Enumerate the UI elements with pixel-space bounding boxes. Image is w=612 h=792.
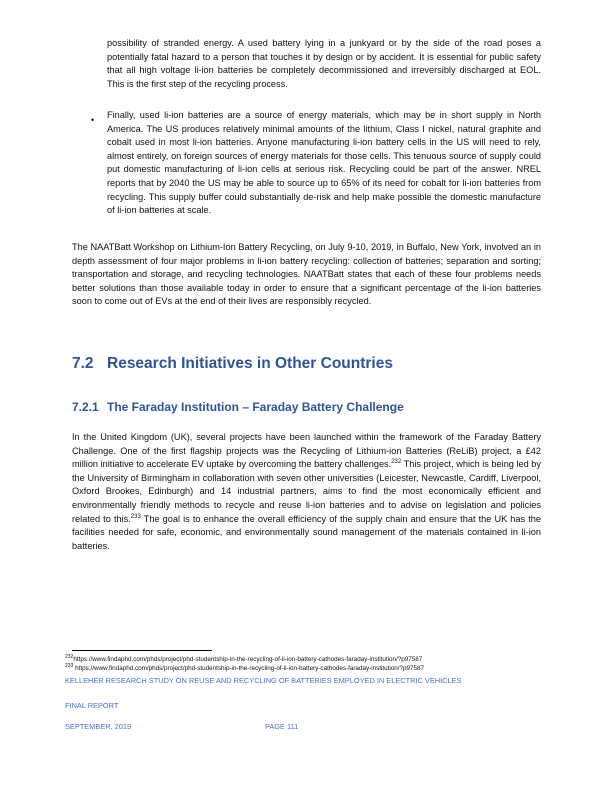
paragraph-stranded-energy: possibility of stranded energy. A used battery lying in a junkyard or by the side of the road poses a potentially fatal hazard to a person that touches it by design or by accident. It is essential for public safety that all high voltage li-ion batteries be completely decommissioned and irreversibly discharged at EOL. This is the first step of the recycling process. <box>107 38 541 89</box>
faraday-text-part1: In the United Kingdom (UK), several projects have been launched within the framework of the Faraday Battery Challenge. One of the first flagship projects was the Recycling of Lithium-ion Batteries (ReLiB) project, a £42 million initiative to accelerate EV uptake by overcoming the battery challenges. <box>72 432 541 470</box>
footnote-link[interactable]: https://www.findaphd.com/phds/project/phd-studentship-in-the-recycling-of-li-ion-battery-cathodes-faraday-institution/?p97587 <box>73 665 425 672</box>
footnote-link[interactable]: https://www.findaphd.com/phds/project/phd-studentship-in-the-recycling-of-li-ion-battery-cathodes-faraday-institution/?p97587 <box>73 656 423 663</box>
footnote-233 <box>65 662 425 673</box>
faraday-text-part2: This project, which is being led by the University of Birmingham in collaboration with seven other universities (Leicester, Newcastle, Cardiff, Liverpool, Oxford Brookes, Edinburgh) and 14 industrial partners, aims to find the most economically efficient and environmentally friendly methods to recycle and reuse li-ion batteries and to advise on legislation and policies related to this. <box>72 459 541 524</box>
footnote-number: 233 <box>65 662 74 669</box>
section-number: 7.2 <box>72 355 94 372</box>
footer-page-number: PAGE 111 <box>265 722 299 731</box>
section-title: Research Initiatives in Other Countries <box>107 355 393 372</box>
footer-study-title: KELLEHER RESEARCH STUDY ON REUSE AND RECYCLING OF BATTERIES EMPLOYED IN ELECTRIC VEHICLES <box>65 676 462 685</box>
subsection-number: 7.2.1 <box>72 400 99 414</box>
section-heading <box>72 355 393 373</box>
footnote-divider <box>72 650 212 651</box>
footer-date: SEPTEMBER, 2019 <box>65 722 132 731</box>
bullet-energy-materials: Finally, used li-ion batteries are a source of energy materials, which may be in short supply in North America. The US produces relatively minimal amounts of the lithium, Class I nickel, natural graphite and cobalt used in most li-ion batteries. Anyone manufacturing li-ion battery cells in the US will need to rely, almost entirely, on foreign sources of energy materials for those cells. This tenuous source of supply could put domestic manufacturing of li-ion cells at serious risk. Recycling could be part of the answer. NREL reports that by 2040 the US may be able to source up to 65% of its need for cobalt for li-ion batteries from recycling. This supply buffer could substantially de-risk and help make possible the domestic manufacture of li-ion batteries at scale. <box>107 110 541 216</box>
footnote-ref-232[interactable]: 232 <box>391 459 402 466</box>
faraday-text-part3: The goal is to enhance the overall efficiency of the supply chain and ensure that the UK has the facilities needed for safe, economic, and environmentally sound management of the materials contained in li-ion batteries. <box>72 513 541 551</box>
paragraph-naatbatt-workshop: The NAATBatt Workshop on Lithium-Ion Battery Recycling, on July 9-10, 2019, in Buffalo, New York, involved an in depth assessment of four major problems in li-ion battery recycling: collection of batteries; separation and sorting; transportation and storage, and recycling technologies. NAATBatt states that each of these four problems needs better solutions than those available today in order to ensure that a significant percentage of the li-ion batteries soon to come out of EVs at the end of their lives are responsibly recycled. <box>72 242 541 307</box>
footer-report-type: FINAL REPORT <box>65 701 119 710</box>
subsection-title: The Faraday Institution – Faraday Battery Challenge <box>107 400 404 414</box>
bullet-marker: • <box>91 115 95 125</box>
footnote-ref-233[interactable]: 233 <box>130 513 141 520</box>
footnote-232 <box>65 653 423 664</box>
paragraph-faraday <box>72 431 541 553</box>
footnote-number: 232 <box>65 653 74 660</box>
subsection-heading <box>72 400 404 414</box>
